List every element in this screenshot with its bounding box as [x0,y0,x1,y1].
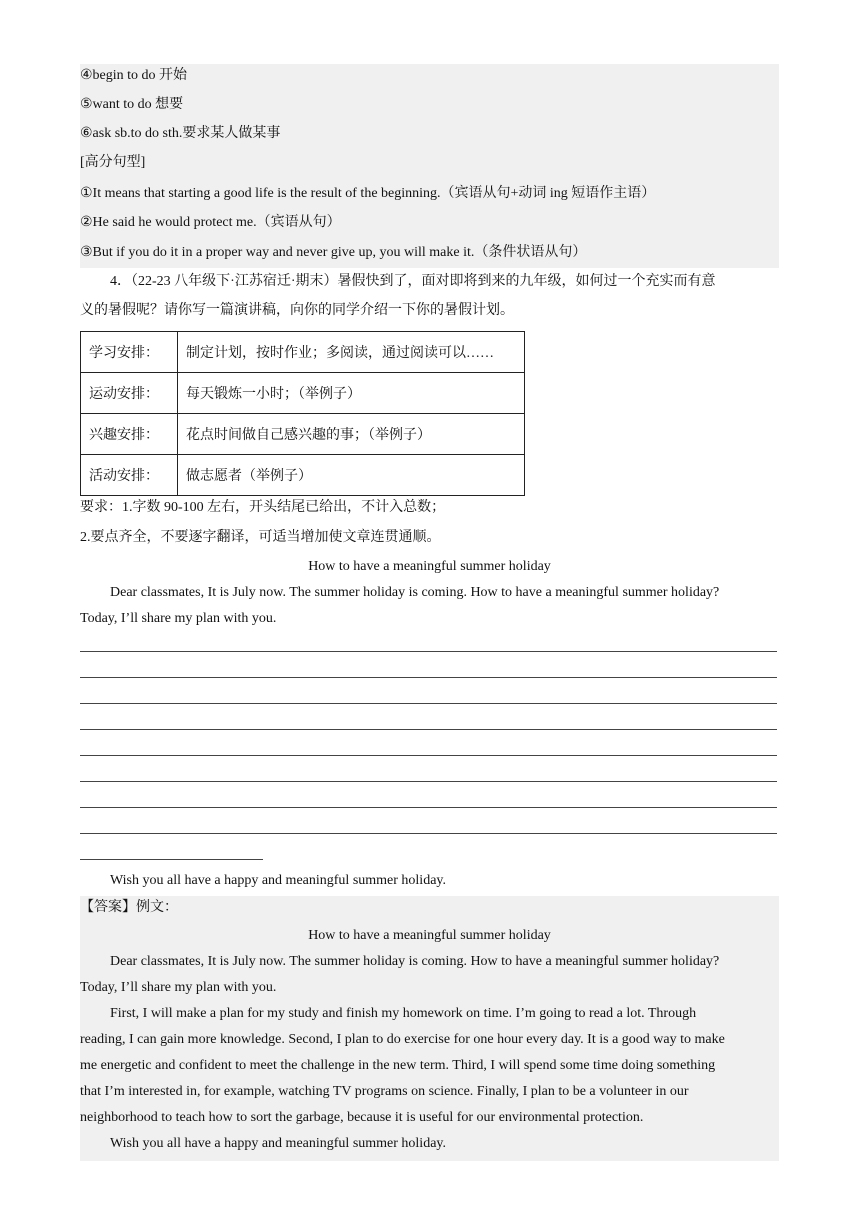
requirement-line: 2.要点齐全，不要逐字翻译，可适当增加使文章连贯通顺。 [80,530,441,545]
essay-start: Dear classmates, It is July now. The summer holiday is coming. How to have a meaningful summer holiday? [110,585,720,600]
essay-ending: Wish you all have a happy and meaningful summer holiday. [110,873,446,888]
answer-line [80,859,263,860]
answer-text: that I’m interested in, for example, watching TV programs on science. Finally, I plan to be a volunteer in our [80,1084,689,1099]
table-cell-key: 活动安排： [81,455,178,496]
table-cell-value: 花点时间做自己感兴趣的事；（举例子） [178,414,525,455]
answer-line [80,703,777,704]
answer-line [80,651,777,652]
requirement-line: 要求：1.字数 90-100 左右，开头结尾已给出，不计入总数； [80,500,446,515]
sentence-line: ①It means that starting a good life is the result of the beginning.（宾语从句+动词 ing 短语作主语） [80,186,656,201]
table-cell-value: 做志愿者（举例子） [178,455,525,496]
sentence-line: ③But if you do it in a proper way and never give up, you will make it.（条件状语从句） [80,245,587,260]
table-cell-key: 学习安排： [81,332,178,373]
answer-text: neighborhood to teach how to sort the garbage, because it is useful for our environmental protection. [80,1110,644,1125]
answer-text: Wish you all have a happy and meaningful summer holiday. [110,1136,446,1151]
answer-text: Today, I’ll share my plan with you. [80,980,277,995]
answer-line [80,755,777,756]
notes-block [80,64,779,268]
phrase-line: ⑥ask sb.to do sth.要求某人做某事 [80,126,281,141]
table-cell-key: 运动安排： [81,373,178,414]
answer-text: First, I will make a plan for my study and finish my homework on time. I’m going to read a lot. Through [110,1006,697,1021]
table-row [81,332,525,373]
answer-text: reading, I can gain more knowledge. Second, I plan to do exercise for one hour every day. It is a good way to make [80,1032,725,1047]
answer-line [80,807,777,808]
table-cell-key: 兴趣安排： [81,414,178,455]
table-cell-value: 制定计划，按时作业；多阅读，通过阅读可以…… [178,332,525,373]
essay-start: Today, I’ll share my plan with you. [80,611,277,626]
table-row [81,414,525,455]
table-row [81,373,525,414]
plan-table [80,331,525,496]
answer-text: Dear classmates, It is July now. The summer holiday is coming. How to have a meaningful summer holiday? [110,954,720,969]
essay-title: How to have a meaningful summer holiday [308,559,551,574]
phrase-line: ④begin to do 开始 [80,68,188,83]
section-heading: [高分句型] [80,155,146,170]
answer-line [80,781,777,782]
question-text: 4．（22-23 八年级下·江苏宿迁·期末）暑假快到了，面对即将到来的九年级，如何过一个充实而有意 [110,274,716,289]
answer-label: 【答案】例文： [80,900,178,915]
sentence-line: ②He said he would protect me.（宾语从句） [80,215,341,230]
answer-line [80,729,777,730]
answer-line [80,677,777,678]
table-row [81,455,525,496]
answer-title: How to have a meaningful summer holiday [308,928,551,943]
answer-text: me energetic and confident to meet the challenge in the new term. Third, I will spend some time doing something [80,1058,716,1073]
table-cell-value: 每天锻炼一小时；（举例子） [178,373,525,414]
phrase-line: ⑤want to do 想要 [80,97,184,112]
question-text: 义的暑假呢？请你写一篇演讲稿，向你的同学介绍一下你的暑假计划。 [80,303,514,318]
answer-line [80,833,777,834]
